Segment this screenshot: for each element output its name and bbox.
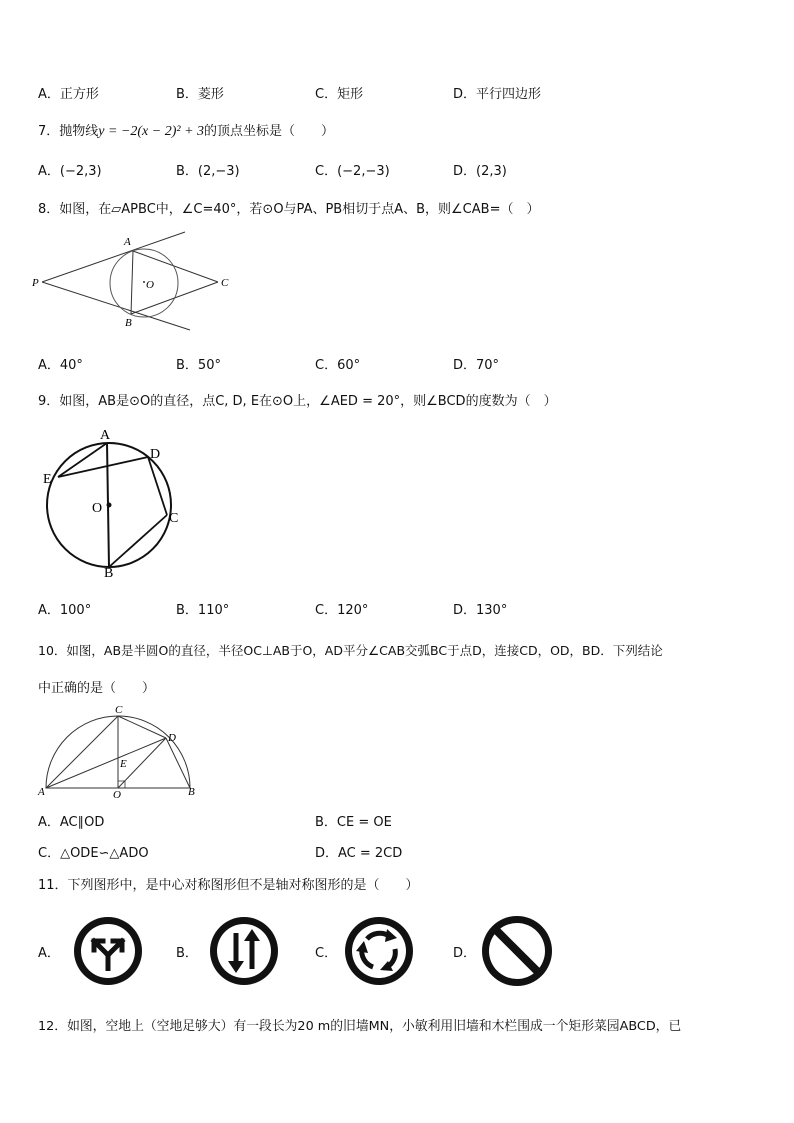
q8-option-c: C．60° (315, 358, 361, 373)
no-entry-slash-sign-icon (480, 914, 554, 988)
q7-option-c: C．(−2,−3) (315, 164, 390, 179)
q7-formula: y = −2(x − 2)² + 3 (98, 124, 205, 139)
two-way-traffic-sign-icon (208, 915, 280, 987)
q9-label-b: B (104, 566, 114, 581)
q9-label-e: E (43, 472, 52, 487)
q9-figure (40, 425, 190, 580)
q6-option-c: C．矩形 (315, 87, 364, 102)
q8-option-d: D．70° (453, 358, 500, 373)
q10-label-o: O (113, 789, 121, 801)
q11-option-c: C． (315, 946, 338, 961)
q6-option-b: B．菱形 (176, 87, 224, 102)
q11-option-a: A． (38, 946, 60, 961)
q9-label-c: C (169, 511, 179, 526)
q8-label-c: C (221, 277, 229, 289)
q8-label-o: O (146, 279, 154, 291)
q8-label-p: P (32, 277, 39, 289)
q10-label-d: D (168, 732, 176, 744)
q11-option-d: D． (453, 946, 477, 961)
q9-option-c: C．120° (315, 603, 369, 618)
q10-option-b: B．CE = OE (315, 815, 392, 830)
q10-option-d: D．AC = 2CD (315, 846, 403, 861)
q7-stem-prefix: 7．抛物线 (38, 124, 99, 139)
q6-option-a: A．正方形 (38, 87, 99, 102)
q10-option-c: C．△ODE∽△ADO (38, 846, 149, 861)
q10-label-a: A (38, 786, 45, 798)
roundabout-sign-icon (343, 915, 415, 987)
q10-stem-line2: 中正确的是（ ） (38, 681, 156, 696)
q7-option-d: D．(2,3) (453, 164, 507, 179)
q9-label-d: D (150, 447, 161, 462)
q9-stem: 9．如图，AB是⊙O的直径，点C, D, E在⊙O上，∠AED = 20°，则∠BCD的度数为（ ） (38, 394, 557, 409)
q8-option-b: B．50° (176, 358, 221, 373)
q9-label-a: A (100, 428, 111, 443)
q7-option-a: A．(−2,3) (38, 164, 102, 179)
q10-figure (36, 703, 206, 800)
q10-label-c: C (115, 704, 123, 716)
q8-label-b: B (125, 317, 132, 329)
q11-stem: 11．下列图形中，是中心对称图形但不是轴对称图形的是（ ） (38, 878, 419, 893)
q8-label-a: A (124, 236, 131, 248)
q9-option-a: A．100° (38, 603, 92, 618)
q7-stem-suffix: 的顶点坐标是（ ） (204, 124, 335, 139)
q8-stem: 8．如图，在▱APBC中，∠C=40°，若⊙O与PA、PB相切于点A、B，则∠CAB=（ ） (38, 202, 540, 217)
q10-option-a: A．AC∥OD (38, 815, 105, 830)
q12-stem: 12．如图，空地上（空地足够大）有一段长为20 m的旧墙MN，小敏利用旧墙和木栏围成一个矩形菜园ABCD，已 (38, 1019, 682, 1034)
q10-label-e: E (120, 758, 127, 770)
diverge-arrows-sign-icon (72, 915, 144, 987)
q8-option-a: A．40° (38, 358, 83, 373)
q6-option-d: D．平行四边形 (453, 87, 542, 102)
q7-stem (38, 120, 334, 140)
q8-figure (30, 228, 240, 338)
q9-option-b: B．110° (176, 603, 230, 618)
q7-option-b: B．(2,−3) (176, 164, 240, 179)
q11-option-b: B． (176, 946, 198, 961)
q9-option-d: D．130° (453, 603, 508, 618)
q9-label-o: O (92, 501, 103, 516)
q10-stem-line1: 10．如图，AB是半圆O的直径，半径OC⊥AB于O，AD平分∠CAB交弧BC于点D，连接CD，OD，BD．下列结论 (38, 643, 663, 658)
q10-label-b: B (188, 786, 195, 798)
